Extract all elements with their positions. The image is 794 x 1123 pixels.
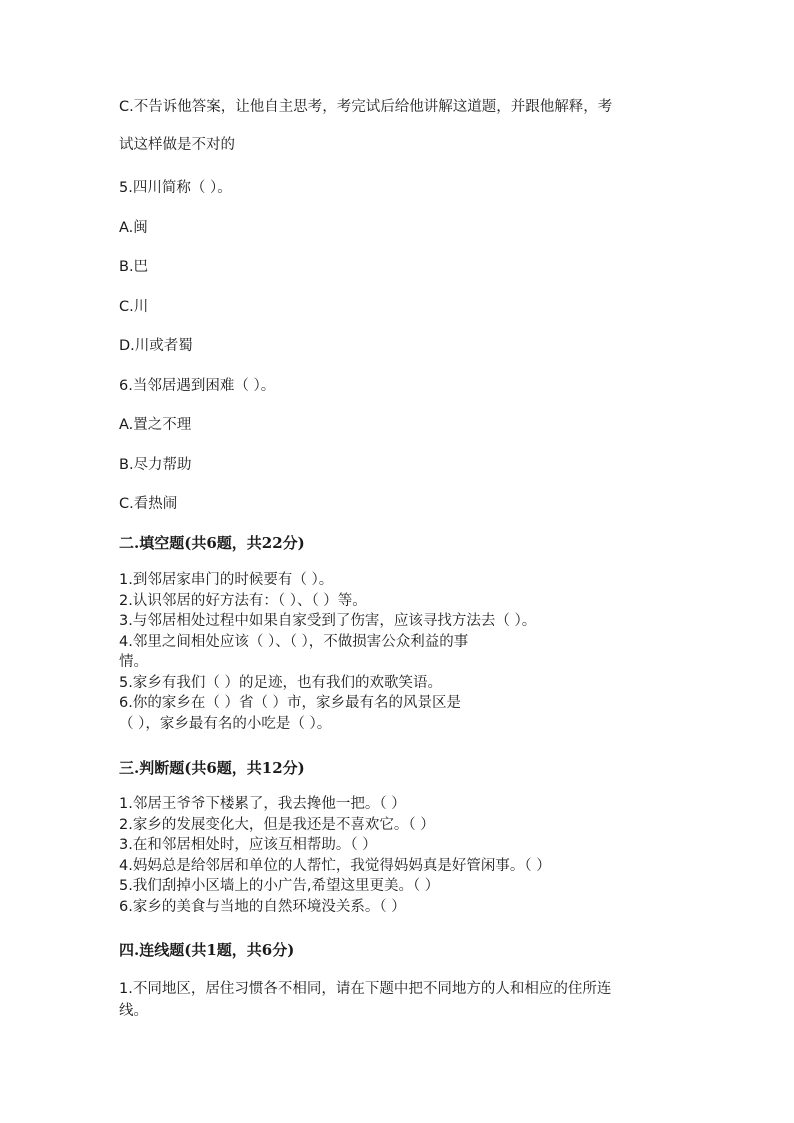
judge-q1: 1.邻居王爷爷下楼累了，我去搀他一把。（ ） <box>119 796 406 812</box>
fill-blank-q6-line2: （ ），家乡最有名的小吃是（ ）。 <box>119 715 332 732</box>
q5-option-c: C.川 <box>119 299 149 315</box>
fill-blank-q4-line2: 情。 <box>119 654 148 670</box>
judge-q2: 2.家乡的发展变化大，但是我还是不喜欢它。（ ） <box>119 816 435 833</box>
section2-questions <box>119 570 679 734</box>
matching-q1-line2: 线。 <box>119 1003 148 1019</box>
q4-option-c <box>119 88 679 164</box>
q4-option-c-line2: 试这样做是不对的 <box>119 137 235 153</box>
matching-q1-line1: 1.不同地区，居住习惯各不相同，请在下题中把不同地方的人和相应的住所连 <box>119 981 612 997</box>
q6-option-b: B.尽力帮助 <box>119 457 192 473</box>
section2-heading: 二.填空题(共6题，共22分) <box>119 534 305 552</box>
judge-q6: 6.家乡的美食与当地的自然环境没关系。（ ） <box>119 898 406 915</box>
q5-option-b: B.巴 <box>119 259 149 275</box>
fill-blank-q2: 2.认识邻居的好方法有：（ ）、（ ）等。 <box>119 592 367 609</box>
q5-stem: 5.四川简称（ ）。 <box>119 180 232 196</box>
matching-q1 <box>119 978 679 1022</box>
section3-heading: 三.判断题(共6题，共12分) <box>119 759 305 777</box>
judge-q3: 3.在和邻居相处时，应该互相帮助。（ ） <box>119 837 377 853</box>
fill-blank-q4-line1: 4.邻里之间相处应该（ ）、（ ），不做损害公众利益的事 <box>119 633 469 650</box>
section4-heading: 四.连线题(共1题，共6分) <box>119 941 295 959</box>
fill-blank-q5: 5.家乡有我们（ ）的足迹，也有我们的欢歌笑语。 <box>119 674 442 691</box>
fill-blank-q1: 1.到邻居家串门的时候要有（ ）。 <box>119 572 334 588</box>
judge-q5: 5.我们刮掉小区墙上的小广告,希望这里更美。（ ） <box>119 878 440 894</box>
q6-stem: 6.当邻居遇到困难（ ）。 <box>119 378 276 394</box>
q5-option-a: A.闽 <box>119 220 148 236</box>
q6-option-a: A.置之不理 <box>119 417 192 433</box>
fill-blank-q6-line1: 6.你的家乡在（ ）省（ ）市，家乡最有名的风景区是 <box>119 695 462 711</box>
judge-q4: 4.妈妈总是给邻居和单位的人帮忙，我觉得妈妈真是好管闲事。（ ） <box>119 857 551 874</box>
fill-blank-q3: 3.与邻居相处过程中如果自家受到了伤害，应该寻找方法去（ ）。 <box>119 613 537 629</box>
q4-option-c-line1: C.不告诉他答案，让他自主思考，考完试后给他讲解这道题，并跟他解释，考 <box>119 99 613 115</box>
q6-option-c: C.看热闹 <box>119 496 178 512</box>
q5-option-d: D.川或者蜀 <box>119 338 193 354</box>
section3-questions <box>119 794 679 917</box>
